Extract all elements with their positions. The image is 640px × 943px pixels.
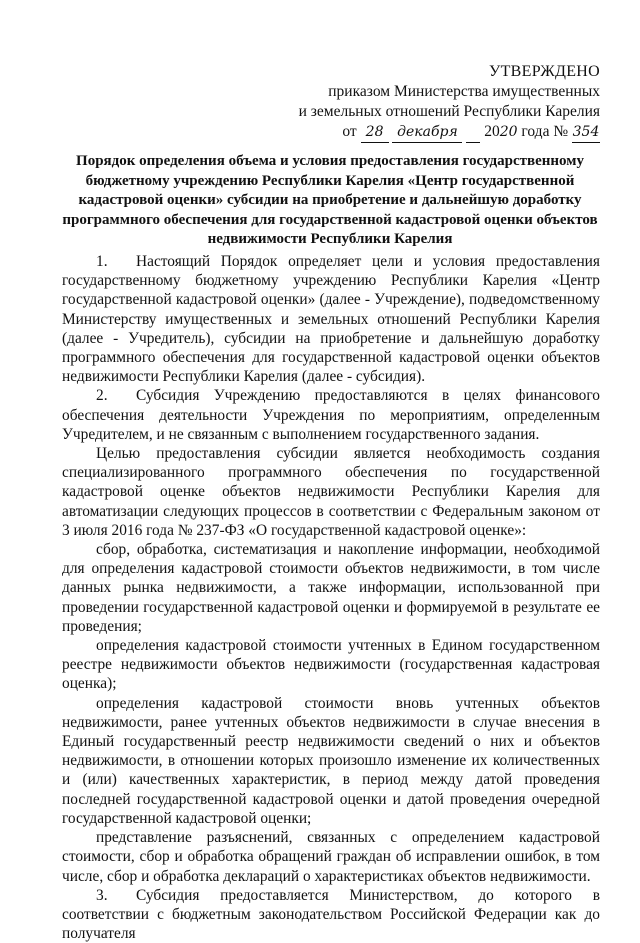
paragraph-1	[62, 252, 600, 386]
paragraph-item-valuation	[62, 636, 600, 694]
paragraph-item-new-objects	[62, 694, 600, 828]
approval-line-1: приказом Министерства имущественных	[328, 83, 600, 100]
paragraph-2	[62, 386, 600, 444]
approval-date-line	[280, 122, 600, 143]
date-prefix: от	[342, 123, 357, 140]
date-month: декабря	[392, 122, 462, 143]
paragraph-item-collection	[62, 540, 600, 636]
paragraph-text: Целью предоставления субсидии является необходимость создания специализированного программного обеспечения по государственной кадастровой оценке объектов недвижимости Республики Карелия для автоматизации следующих процессов в соответствии с Федеральным законом от 3 июля 2016 года № 237-ФЗ «О государственной кадастровой оценке»:	[62, 445, 600, 539]
year-suffix: 20	[499, 124, 518, 140]
paragraph-text: сбор, обработка, систематизация и накопление информации, необходимой для определения кадастровой стоимости объектов недвижимости, в том числе данных рынка недвижимости, а также информации, использованной при проведении государственной кадастровой оценки и формируемой в результате ее проведения;	[62, 541, 600, 635]
date-day: 28	[361, 122, 389, 143]
document-title: Порядок определения объема и условия предоставления государственному бюджетному учреждению Республики Карелия «Центр государственной кадастровой оценки» субсидии на приобретение и дальнейшую доработку программного обеспечения для государственной кадастровой оценки объектов недвижимости Республики Карелия	[62, 153, 598, 248]
paragraph-number: 1.	[96, 253, 108, 270]
year-prefix: 20	[484, 123, 500, 140]
paragraph-text: Субсидия Учреждению предоставляются в целях финансового обеспечения деятельности Учреждения по мероприятиям, определенным Учредителем, и не связанным с выполнением государственного задания.	[62, 387, 600, 443]
paragraph-goal	[62, 444, 600, 540]
paragraph-number: 2.	[96, 387, 108, 405]
year-word: года №	[521, 123, 569, 140]
paragraph-text: Настоящий Порядок определяет цели и условия предоставления государственному бюджетному учреждению Республики Карелия «Центр государственной кадастровой оценки» (далее - Учреждение), подведомственному Министерству имущественных и земельных отношений Республики Карелия (далее - Учредитель), субсидии на приобретение и дальнейшую доработку программного обеспечения для государственной кадастровой оценки объектов недвижимости Республики Карелия (далее - субсидия).	[62, 253, 600, 386]
approval-line-2: и земельных отношений Республики Карелия	[298, 103, 600, 120]
paragraph-number: 3.	[96, 886, 108, 904]
paragraph-text: представление разъяснений, связанных с определением кадастровой стоимости, сбор и обработка обращений граждан об исправлении ошибок, в том числе, сбор и обработка деклараций о характеристиках объектов недвижимости.	[62, 829, 600, 885]
approval-stamp: УТВЕРЖДЕНО	[488, 63, 600, 80]
order-number: 354	[572, 122, 600, 143]
paragraph-item-explanations	[62, 828, 600, 886]
approval-block	[280, 62, 600, 143]
paragraph-text: Субсидия предоставляется Министерством, до которого в соответствии с бюджетным законодательством Российской Федерации как до получателя	[62, 886, 600, 943]
document-body	[62, 252, 600, 943]
paragraph-3	[62, 886, 600, 943]
paragraph-text: определения кадастровой стоимости учтенных в Едином государственном реестре недвижимости объектов недвижимости (государственная кадастровая оценка);	[62, 637, 600, 693]
paragraph-text: определения кадастровой стоимости вновь учтенных объектов недвижимости, ранее учтенных объектов недвижимости в случае внесения в Единый государственный реестр недвижимости сведений о них и объектов недвижимости, в отношении которых произошло изменение их количественных и (или) качественных характеристик, в период между датой проведения последней государственной кадастровой оценки и датой проведения очередной государственной кадастровой оценки;	[62, 694, 600, 827]
